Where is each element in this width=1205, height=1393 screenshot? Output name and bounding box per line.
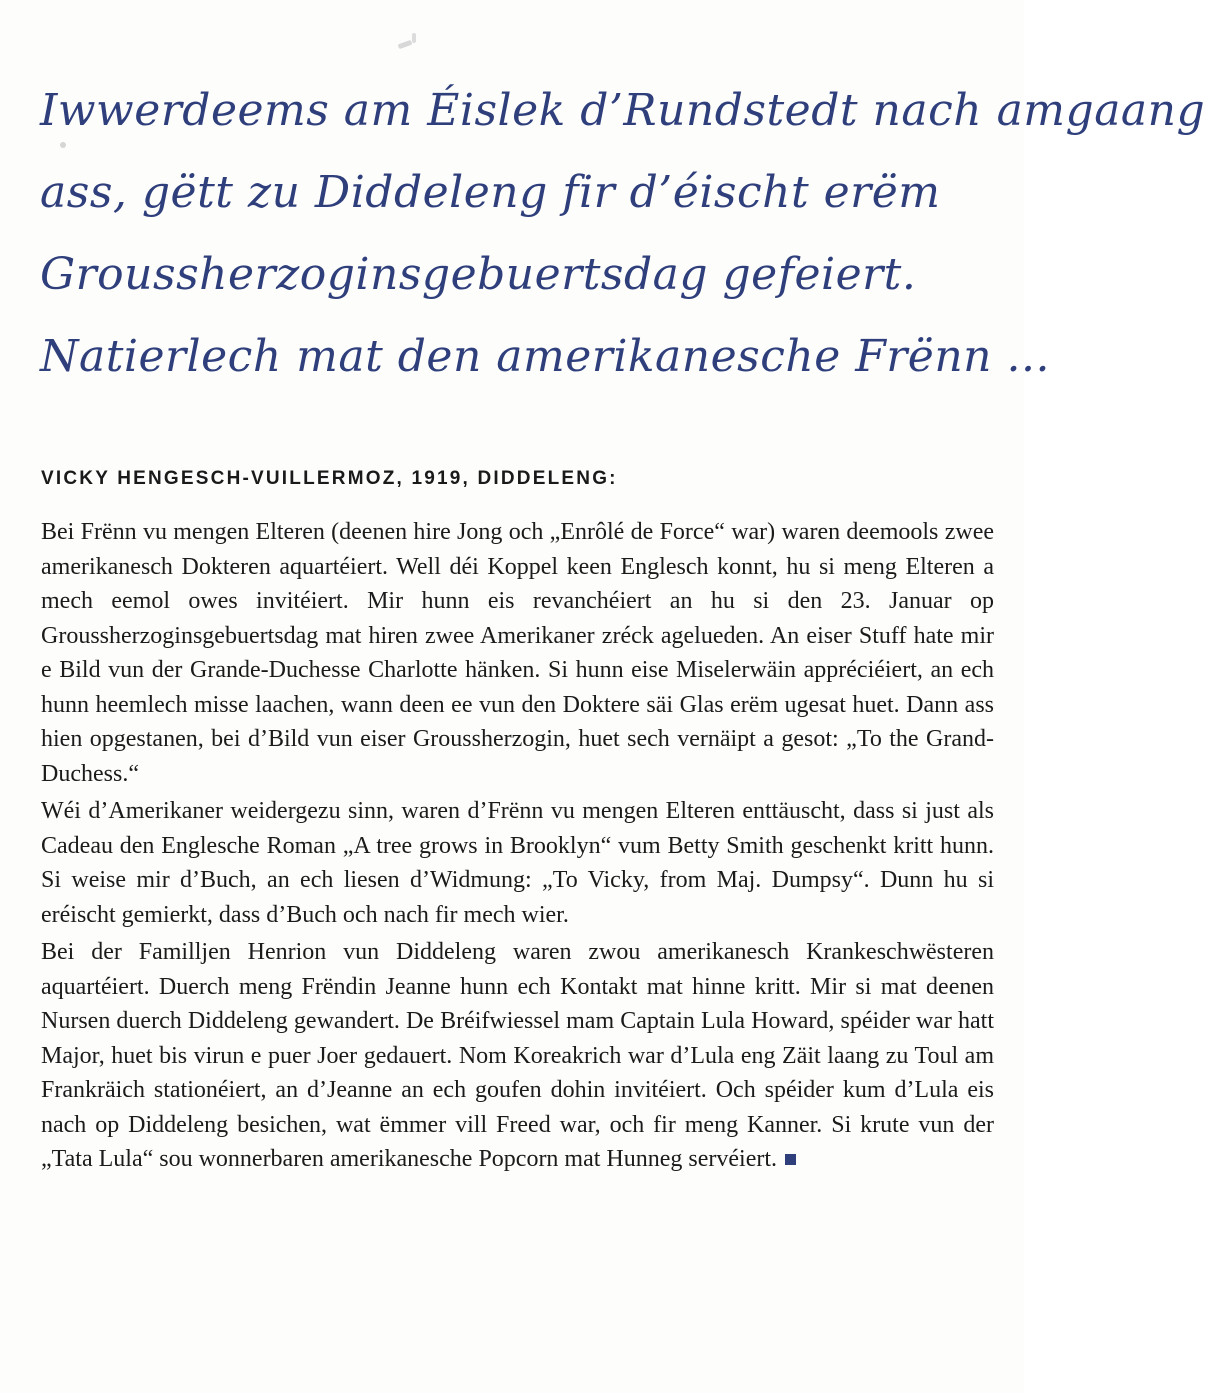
paragraph-text: Bei der Familljen Henrion vun Diddeleng waren zwou amerikanesch Krankeschwësteren aquartéiert. Duerch meng Frëndin Jeanne hunn ech Kontakt mat hinne kritt. Mir si mat deenen Nursen duerch Diddeleng gewandert. De Bréifwiessel mam Captain Lula Howard, spéider war hatt Major, huet bis virun e puer Joer gedauert. Nom Koreakrich war d’Lula eng Zäit laang zu Toul am Frankräich stationéiert, an d’Jeanne an ech goufen dohin invitéiert. Och spéider kum d’Lula eis nach op Diddeleng besichen, wat ëmmer vill Freed war, och fir meng Kanner. Si krute vun der „Tata Lula“ sou wonnerbaren amerikanesche Popcorn mat Hunneg servéiert. xyxy=(41,939,994,1172)
article-body xyxy=(41,515,994,1180)
headline-line: Natierlech mat den amerikanesche Frënn ... xyxy=(40,331,1050,382)
square-end-mark-icon xyxy=(785,1154,796,1165)
paragraph: Bei Frënn vu mengen Elteren (deenen hire Jong och „Enrôlé de Force“ war) waren deemools zwee amerikanesch Dokteren aquartéiert. Well déi Koppel keen Englesch konnt, hu si meng Elteren a mech eemol owes invitéiert. Mir hunn eis revanchéiert an hu si den 23. Januar op Groussherzoginsgebuertsdag mat hiren zwee Amerikaner zréck agelueden. An eiser Stuff hate mir e Bild vun der Grande-Duchesse Charlotte hänken. Si hunn eise Miselerwäin appréciéiert, an ech hunn heemlech misse laachen, wann deen ee vun den Doktere säi Glas erëm ugesat huet. Dann ass hien opgestanen, bei d’Bild vun eiser Groussherzogin, huet sech vernäipt a gesot: „To the Grand-Duchess.“ xyxy=(41,519,994,787)
paragraph xyxy=(41,935,994,1177)
headline-line: ass, gëtt zu Diddeleng fir d’éischt erëm xyxy=(40,167,941,218)
paragraph: Wéi d’Amerikaner weidergezu sinn, waren d’Frënn vu mengen Elteren enttäuscht, dass si just als Cadeau den Englesche Roman „A tree grows in Brooklyn“ vum Betty Smith geschenkt kritt hunn. Si weise mir d’Buch, an ech liesen d’Widmung: „To Vicky, from Maj. Dumpsy“. Dunn hu si eréischt gemierkt, dass d’Buch och nach fir mech wier. xyxy=(41,798,994,928)
byline: VICKY HENGESCH-VUILLERMOZ, 1919, DIDDELENG: xyxy=(41,468,618,489)
headline-line: Groussherzoginsgebuertsdag gefeiert. xyxy=(40,249,917,300)
headline xyxy=(40,70,1205,398)
headline-line: Iwwerdeems am Éislek d’Rundstedt nach amgaang xyxy=(40,85,1205,136)
scan-speck xyxy=(412,33,416,43)
scan-speck xyxy=(398,40,413,49)
